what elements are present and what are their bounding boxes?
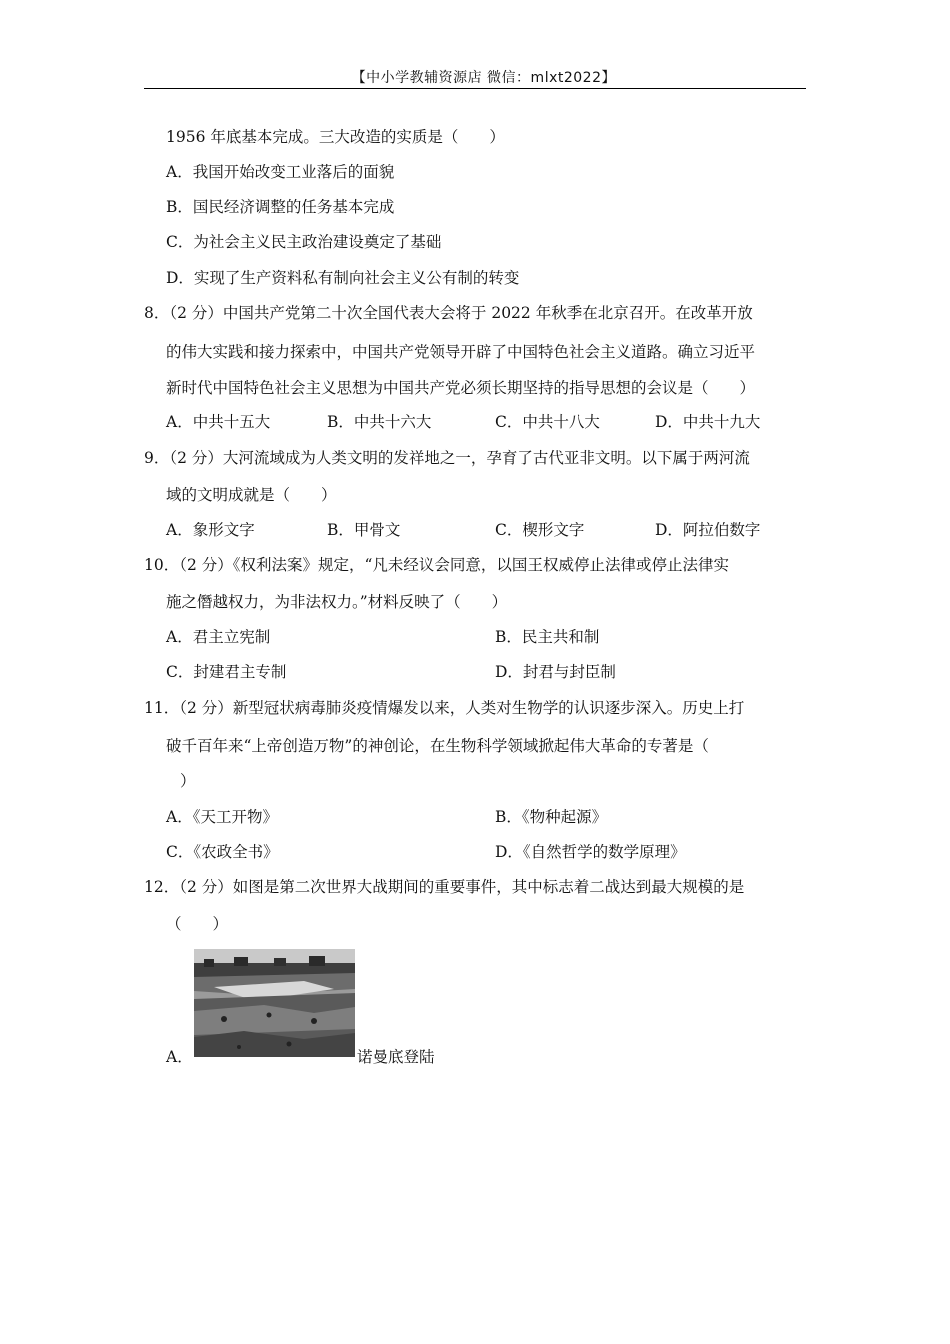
q12-stem-line-2: （ ） [166,915,229,933]
q8-stem-line-1: 8．（2 分）中国共产党第二十次全国代表大会将于 2022 年秋季在北京召开。在改革开放 [144,304,753,322]
q11-option-b: B．《物种起源》 [495,808,608,826]
q11-stem-line-3: ） [180,772,196,790]
q10-option-a: A．君主立宪制 [166,628,271,646]
q10-option-d: D．封君与封臣制 [495,663,616,681]
q8-option-c: C．中共十八大 [495,413,600,431]
q8-option-a: A．中共十五大 [166,413,271,431]
q11-stem-line-1: 11．（2 分）新型冠状病毒肺炎疫情爆发以来，人类对生物学的认识逐步深入。历史上打 [144,699,745,717]
q8-stem-line-2: 的伟大实践和接力探索中，中国共产党领导开辟了中国特色社会主义道路。确立习近平 [166,343,756,361]
q12-stem-line-1: 12．（2 分）如图是第二次世界大战期间的重要事件，其中标志着二战达到最大规模的是 [144,878,745,896]
q7-option-d: D．实现了生产资料私有制向社会主义公有制的转变 [166,269,520,287]
q8-option-b: B．中共十六大 [327,413,432,431]
page-header [144,62,806,89]
q8-option-d: D．中共十九大 [655,413,761,431]
q11-option-a: A．《天工开物》 [166,808,278,826]
q9-option-b: B．甲骨文 [327,521,401,539]
q9-stem-line-1: 9．（2 分）大河流域成为人类文明的发祥地之一，孕育了古代亚非文明。以下属于两河流 [144,449,750,467]
q12-option-a-caption: 诺曼底登陆 [357,1048,435,1066]
q7-stem-continued: 1956 年底基本完成。三大改造的实质是（ ） [166,128,505,146]
q7-option-a: A．我国开始改变工业落后的面貌 [166,163,395,181]
header-text: 【中小学教辅资源店 微信：mlxt2022】 [351,70,616,86]
photo-illustration [194,949,355,1057]
q9-option-a: A．象形文字 [166,521,255,539]
q7-option-b: B．国民经济调整的任务基本完成 [166,198,395,216]
q11-option-c: C．《农政全书》 [166,843,279,861]
q10-option-c: C．封建君主专制 [166,663,287,681]
q9-option-d: D．阿拉伯数字 [655,521,761,539]
q8-stem-line-3: 新时代中国特色社会主义思想为中国共产党必须长期坚持的指导思想的会议是（ ） [166,379,756,397]
q11-stem-line-2: 破千百年来“上帝创造万物”的神创论，在生物科学领域掀起伟大革命的专著是（ [166,737,709,755]
q12-option-a-label: A． [166,1048,193,1066]
normandy-landing-photo [194,949,355,1057]
q11-option-d: D．《自然哲学的数学原理》 [495,843,686,861]
q10-option-b: B．民主共和制 [495,628,600,646]
q9-stem-line-2: 域的文明成就是（ ） [166,486,337,504]
q9-option-c: C．楔形文字 [495,521,585,539]
q7-option-c: C．为社会主义民主政治建设奠定了基础 [166,233,442,251]
q10-stem-line-2: 施之僭越权力，为非法权力。”材料反映了（ ） [166,593,508,611]
q10-stem-line-1: 10．（2 分）《权利法案》规定，“凡未经议会同意，以国王权威停止法律或停止法律实 [144,556,729,574]
